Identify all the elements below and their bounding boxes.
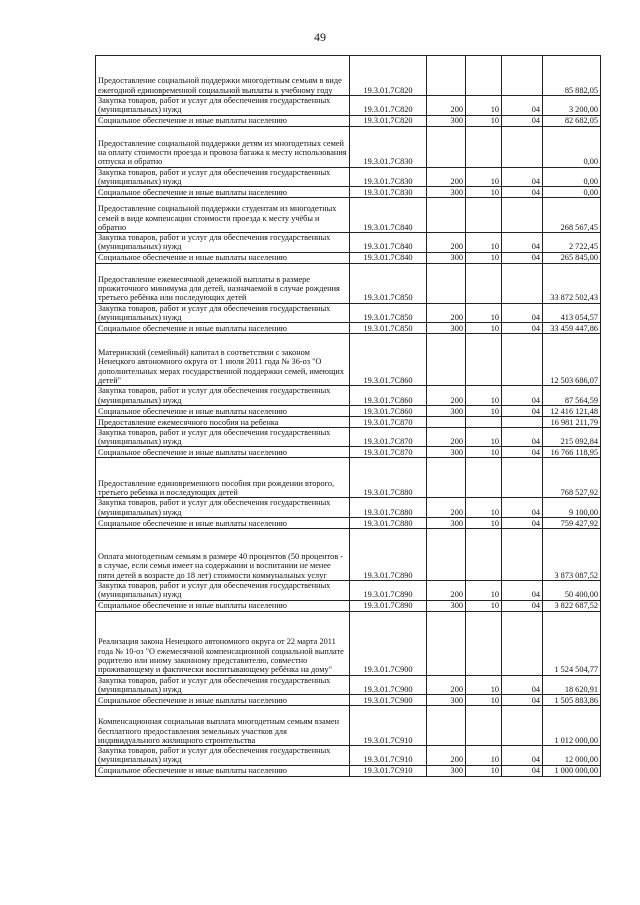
row-subsection [502,334,543,386]
table-row [96,498,601,518]
table-row [96,580,601,600]
row-section [466,56,502,96]
table-row [96,252,601,263]
row-code: 19.3.01.7С850 [350,303,427,323]
table-row [96,517,601,528]
row-code: 19.3.01.7С830 [350,126,427,167]
row-expense-type: 200 [427,96,466,116]
row-name: Социальное обеспечение и иные выплаты населению [96,187,350,198]
row-section: 10 [466,386,502,406]
row-name: Социальное обеспечение и иные выплаты населению [96,405,350,416]
table-row [96,56,601,96]
table-row [96,167,601,187]
row-subsection: 04 [502,252,543,263]
row-name: Материнский (семейный) капитал в соответствии с законом Ненецкого автономного округа от 1 июля 2011 года № 36-оз "О дополнительных мерах государственной поддержки семей, имеющих детей" [96,334,350,386]
row-expense-type: 300 [427,405,466,416]
row-section: 10 [466,427,502,447]
row-amount: 16 766 118,95 [543,447,601,458]
row-name: Предоставление социальной поддержки многодетным семьям в виде ежегодной единовременной социальной выплаты к учебному году [96,56,350,96]
row-subsection [502,611,543,675]
row-section: 10 [466,303,502,323]
row-section [466,611,502,675]
row-amount: 0,00 [543,187,601,198]
row-amount: 3 873 087,52 [543,528,601,580]
row-name: Закупка товаров, работ и услуг для обеспечения государственных (муниципальных) нужд [96,498,350,518]
page-number: 49 [314,30,326,44]
row-code: 19.3.01.7С910 [350,765,427,776]
row-expense-type: 200 [427,303,466,323]
row-section: 10 [466,167,502,187]
table-row [96,405,601,416]
row-section [466,263,502,303]
row-expense-type [427,263,466,303]
table-row [96,458,601,498]
row-name: Закупка товаров, работ и услуг для обеспечения государственных (муниципальных) нужд [96,303,350,323]
row-section: 10 [466,746,502,766]
row-code: 19.3.01.7С820 [350,96,427,116]
row-name: Социальное обеспечение и иные выплаты населению [96,115,350,126]
row-expense-type: 200 [427,233,466,253]
row-section: 10 [466,96,502,116]
budget-table-body [96,56,601,777]
row-name: Предоставление социальной поддержки студентам из многодетных семей в виде компенсации стоимости проезда к месту учёбы и обратно [96,198,350,233]
row-code: 19.3.01.7С820 [350,56,427,96]
row-subsection: 04 [502,405,543,416]
row-expense-type: 200 [427,167,466,187]
row-expense-type [427,458,466,498]
row-subsection: 04 [502,580,543,600]
row-section: 10 [466,233,502,253]
row-expense-type [427,528,466,580]
row-code: 19.3.01.7С870 [350,447,427,458]
row-amount: 1 505 883,86 [543,695,601,706]
row-amount: 3 822 687,52 [543,600,601,611]
table-row [96,706,601,746]
row-code: 19.3.01.7С880 [350,458,427,498]
row-section: 10 [466,498,502,518]
row-expense-type [427,56,466,96]
row-code: 19.3.01.7С890 [350,528,427,580]
row-amount: 16 981 211,79 [543,416,601,427]
table-row [96,386,601,406]
row-code: 19.3.01.7С830 [350,187,427,198]
row-expense-type: 200 [427,498,466,518]
row-section: 10 [466,405,502,416]
row-name: Предоставление ежемесячного пособия на ребенка [96,416,350,427]
row-subsection: 04 [502,187,543,198]
row-subsection: 04 [502,323,543,334]
row-subsection [502,416,543,427]
row-subsection [502,126,543,167]
table-row [96,126,601,167]
row-name: Социальное обеспечение и иные выплаты населению [96,447,350,458]
table-row [96,233,601,253]
row-subsection: 04 [502,233,543,253]
row-section: 10 [466,323,502,334]
row-section [466,528,502,580]
row-amount: 12 416 121,48 [543,405,601,416]
row-expense-type: 200 [427,675,466,695]
row-section: 10 [466,695,502,706]
row-subsection: 04 [502,746,543,766]
table-row [96,765,601,776]
row-amount: 0,00 [543,167,601,187]
row-section [466,458,502,498]
row-name: Закупка товаров, работ и услуг для обеспечения государственных (муниципальных) нужд [96,386,350,406]
row-expense-type: 200 [427,580,466,600]
table-row [96,600,601,611]
row-amount: 82 682,05 [543,115,601,126]
table-row [96,528,601,580]
row-section: 10 [466,252,502,263]
row-name: Социальное обеспечение и иные выплаты населению [96,517,350,528]
row-name: Предоставление ежемесячной денежной выплаты в размере прожиточного минимума для детей, назначаемой в случае рождения третьего ребёнка или последующих детей [96,263,350,303]
row-name: Закупка товаров, работ и услуг для обеспечения государственных (муниципальных) нужд [96,580,350,600]
row-amount: 87 564,59 [543,386,601,406]
row-subsection [502,263,543,303]
row-amount: 85 882,05 [543,56,601,96]
row-amount: 9 100,00 [543,498,601,518]
table-row [96,447,601,458]
row-expense-type: 300 [427,765,466,776]
row-amount: 265 845,00 [543,252,601,263]
row-code: 19.3.01.7С850 [350,323,427,334]
table-row [96,96,601,116]
row-subsection [502,706,543,746]
table-row [96,746,601,766]
row-expense-type: 300 [427,252,466,263]
row-code: 19.3.01.7С880 [350,498,427,518]
table-row [96,198,601,233]
row-expense-type [427,416,466,427]
row-expense-type [427,126,466,167]
row-subsection [502,198,543,233]
row-name: Закупка товаров, работ и услуг для обеспечения государственных (муниципальных) нужд [96,675,350,695]
row-code: 19.3.01.7С900 [350,611,427,675]
row-expense-type: 200 [427,386,466,406]
row-amount: 33 872 502,43 [543,263,601,303]
row-amount: 0,00 [543,126,601,167]
row-amount: 12 000,00 [543,746,601,766]
row-amount: 215 092,84 [543,427,601,447]
row-code: 19.3.01.7С910 [350,706,427,746]
table-row [96,323,601,334]
row-name: Социальное обеспечение и иные выплаты населению [96,765,350,776]
row-name: Оплата многодетным семьям в размере 40 процентов (50 процентов - в случае, если семья имеет на содержании и воспитании не менее пяти детей в возрасте до 18 лет) стоимости коммунальных услуг [96,528,350,580]
row-subsection: 04 [502,765,543,776]
table-row [96,263,601,303]
table-row [96,611,601,675]
row-subsection [502,528,543,580]
row-code: 19.3.01.7С910 [350,746,427,766]
row-subsection: 04 [502,386,543,406]
row-subsection: 04 [502,498,543,518]
row-name: Закупка товаров, работ и услуг для обеспечения государственных (муниципальных) нужд [96,233,350,253]
row-name: Реализация закона Ненецкого автономного округа от 22 марта 2011 года № 10-оз "О ежемесячной компенсационной социальной выплате родителю или иному законному представителю, совместно проживающему и фактически воспитывающему ребёнка на дому" [96,611,350,675]
row-section: 10 [466,765,502,776]
row-expense-type: 300 [427,115,466,126]
row-expense-type: 300 [427,187,466,198]
row-code: 19.3.01.7С840 [350,252,427,263]
row-section [466,126,502,167]
row-subsection [502,56,543,96]
row-code: 19.3.01.7С890 [350,580,427,600]
row-code: 19.3.01.7С860 [350,386,427,406]
row-name: Закупка товаров, работ и услуг для обеспечения государственных (муниципальных) нужд [96,96,350,116]
table-row [96,303,601,323]
row-amount: 33 459 447,86 [543,323,601,334]
row-code: 19.3.01.7С840 [350,233,427,253]
row-code: 19.3.01.7С860 [350,405,427,416]
row-name: Социальное обеспечение и иные выплаты населению [96,323,350,334]
row-amount: 268 567,45 [543,198,601,233]
row-name: Закупка товаров, работ и услуг для обеспечения государственных (муниципальных) нужд [96,167,350,187]
table-row [96,427,601,447]
row-expense-type: 300 [427,517,466,528]
row-amount: 12 503 686,07 [543,334,601,386]
row-name: Предоставление единовременного пособия при рождении второго, третьего ребенка и последующих детей [96,458,350,498]
row-expense-type: 300 [427,447,466,458]
row-name: Социальное обеспечение и иные выплаты населению [96,695,350,706]
row-expense-type: 300 [427,695,466,706]
row-subsection: 04 [502,115,543,126]
row-subsection [502,458,543,498]
row-amount: 18 620,91 [543,675,601,695]
row-subsection: 04 [502,427,543,447]
row-section [466,334,502,386]
row-amount: 413 054,57 [543,303,601,323]
row-section: 10 [466,675,502,695]
row-subsection: 04 [502,303,543,323]
row-amount: 1 012 000,00 [543,706,601,746]
row-code: 19.3.01.7С850 [350,263,427,303]
row-section [466,416,502,427]
row-code: 19.3.01.7С840 [350,198,427,233]
row-name: Закупка товаров, работ и услуг для обеспечения государственных (муниципальных) нужд [96,746,350,766]
row-section: 10 [466,447,502,458]
row-subsection: 04 [502,517,543,528]
row-section: 10 [466,580,502,600]
row-name: Социальное обеспечение и иные выплаты населению [96,252,350,263]
row-code: 19.3.01.7С820 [350,115,427,126]
row-section: 10 [466,187,502,198]
row-code: 19.3.01.7С880 [350,517,427,528]
row-subsection: 04 [502,447,543,458]
row-expense-type: 300 [427,323,466,334]
row-subsection: 04 [502,96,543,116]
table-row [96,187,601,198]
row-code: 19.3.01.7С870 [350,416,427,427]
row-code: 19.3.01.7С860 [350,334,427,386]
row-section: 10 [466,517,502,528]
row-expense-type: 200 [427,427,466,447]
row-amount: 759 427,92 [543,517,601,528]
table-row [96,115,601,126]
row-code: 19.3.01.7С890 [350,600,427,611]
row-amount: 1 000 000,00 [543,765,601,776]
row-amount: 50 400,00 [543,580,601,600]
row-subsection: 04 [502,695,543,706]
table-row [96,675,601,695]
row-code: 19.3.01.7С830 [350,167,427,187]
table-row [96,695,601,706]
row-code: 19.3.01.7С900 [350,695,427,706]
row-expense-type [427,611,466,675]
row-name: Социальное обеспечение и иные выплаты населению [96,600,350,611]
row-expense-type: 300 [427,600,466,611]
row-amount: 2 722,45 [543,233,601,253]
row-section: 10 [466,600,502,611]
row-section [466,706,502,746]
row-expense-type: 200 [427,746,466,766]
row-expense-type [427,334,466,386]
row-section: 10 [466,115,502,126]
row-amount: 768 527,92 [543,458,601,498]
budget-table [95,55,601,777]
row-amount: 1 524 504,77 [543,611,601,675]
row-code: 19.3.01.7С900 [350,675,427,695]
row-name: Компенсационная социальная выплата многодетным семьям взамен бесплатного предоставления земельных участков для индивидуального жилищного строительства [96,706,350,746]
row-subsection: 04 [502,167,543,187]
row-section [466,198,502,233]
row-name: Закупка товаров, работ и услуг для обеспечения государственных (муниципальных) нужд [96,427,350,447]
row-subsection: 04 [502,675,543,695]
row-code: 19.3.01.7С870 [350,427,427,447]
row-subsection: 04 [502,600,543,611]
table-row [96,334,601,386]
table-row [96,416,601,427]
row-name: Предоставление социальной поддержки детям из многодетных семей на оплату стоимости проезда и провоза багажа к месту использования отпуска и обратно [96,126,350,167]
row-amount: 3 200,00 [543,96,601,116]
row-expense-type [427,198,466,233]
row-expense-type [427,706,466,746]
